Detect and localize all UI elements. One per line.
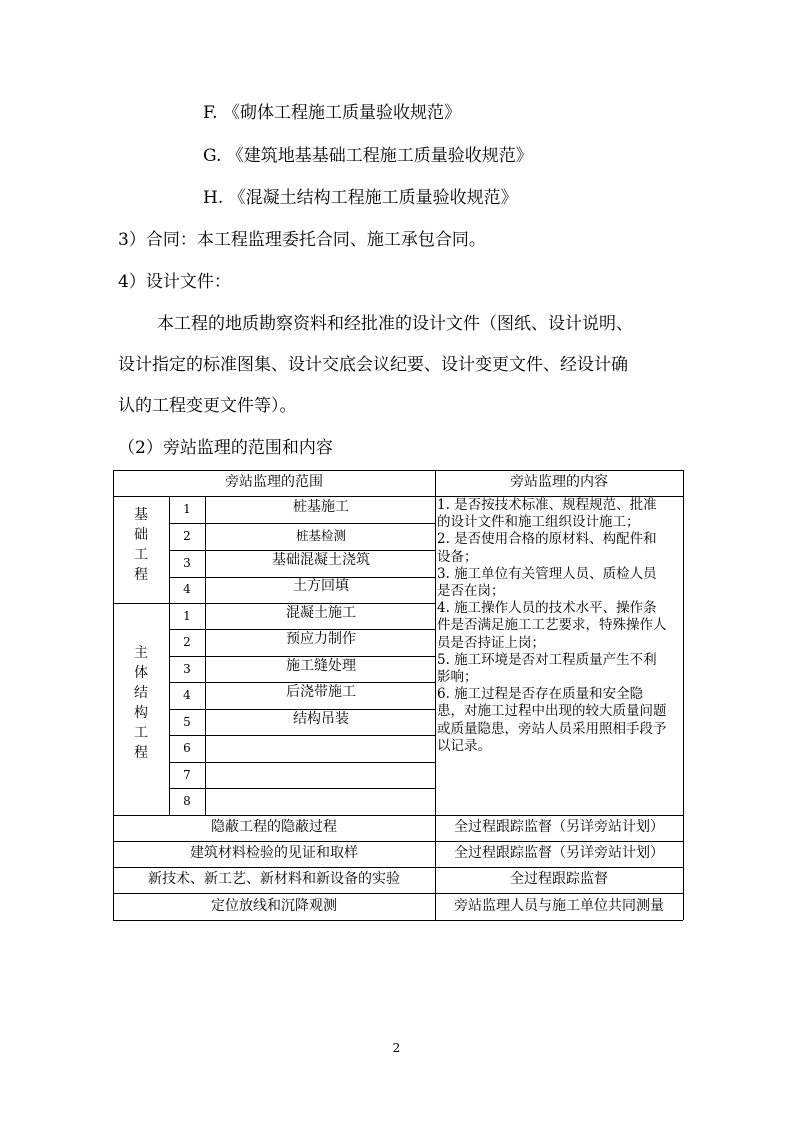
group2-label-char: 主 [134, 645, 148, 661]
scope-item: 施工缝处理 [286, 658, 356, 674]
scope-item: 桩基检测 [295, 528, 346, 543]
content-line: 的设计文件和施工组织设计施工； [437, 514, 640, 531]
scope-item: 结构吊装 [293, 711, 349, 727]
row-number: 4 [183, 688, 191, 702]
row-divider [169, 550, 435, 551]
bottom-content: 全过程跟踪监督（另详旁站计划） [454, 819, 664, 835]
table-border-bottom [113, 920, 683, 921]
content-line: 以记录。 [437, 737, 491, 754]
group1-label-char: 基 [134, 507, 148, 523]
supervision-table [113, 470, 683, 922]
bottom-content: 全过程跟踪监督（另详旁站计划） [454, 845, 664, 861]
content-line: 患，对施工过程中出现的较大质量问题 [437, 703, 667, 720]
content-line: 员是否持证上岗； [437, 634, 545, 651]
row-divider [169, 682, 435, 683]
content-line: 1. 是否按技术标准、规程规范、批准 [437, 497, 657, 513]
row-divider [113, 893, 683, 894]
group-bottom-divider [113, 815, 683, 816]
standard-item-h: H. 《混凝土结构工程施工质量验收规范》 [203, 188, 518, 208]
scope-item: 混凝土施工 [286, 605, 356, 621]
bottom-scope: 新技术、新工艺、新材料和新设备的实验 [148, 871, 400, 887]
row-number: 1 [183, 609, 191, 623]
supervision-content [437, 497, 685, 755]
row-number: 5 [183, 715, 191, 729]
content-line: 6. 施工过程是否存在质量和安全隐 [437, 686, 644, 703]
row-divider [169, 523, 435, 524]
content-line: 或质量隐患，旁站人员采用照相手段予 [437, 720, 667, 737]
standard-item-f: F. 《砌体工程施工质量验收规范》 [203, 103, 461, 123]
row-divider [169, 709, 435, 710]
bottom-content: 旁站监理人员与施工单位共同测量 [454, 898, 664, 914]
content-line: 4. 施工操作人员的技术水平、操作条 [437, 600, 657, 617]
design-docs-item: 4）设计文件： [118, 272, 231, 292]
standard-item-g: G. 《建筑地基基础工程施工质量验收规范》 [203, 146, 533, 166]
contract-item: 3）合同：本工程监理委托合同、施工承包合同。 [118, 230, 486, 250]
content-line: 设备； [437, 548, 478, 565]
group1-label-char: 础 [134, 527, 148, 543]
group2-label-char: 结 [134, 685, 148, 701]
header-content: 旁站监理的内容 [510, 474, 608, 490]
row-number: 3 [183, 662, 191, 676]
row-number: 6 [183, 741, 191, 755]
row-divider [169, 629, 435, 630]
content-line: 2. 是否使用合格的原材料、构配件和 [437, 531, 657, 548]
row-number: 7 [183, 768, 191, 782]
scope-item: 后浇带施工 [286, 684, 356, 700]
row-number: 8 [183, 794, 191, 808]
header-scope: 旁站监理的范围 [225, 474, 323, 490]
paragraph-line-2: 设计指定的标准图集、设计交底会议纪要、设计变更文件、经设计确 [118, 355, 628, 375]
row-divider [169, 788, 435, 789]
bottom-scope: 隐蔽工程的隐蔽过程 [211, 819, 337, 835]
row-number: 2 [183, 529, 191, 543]
bottom-scope: 定位放线和沉降观测 [211, 898, 337, 914]
row-divider [169, 656, 435, 657]
table-border-top [113, 470, 683, 471]
group-divider [113, 603, 435, 604]
row-divider [113, 841, 683, 842]
content-line: 影响； [437, 669, 478, 686]
group2-label-char: 体 [134, 665, 148, 681]
page-number: 2 [392, 1041, 401, 1055]
section-title: （2）旁站监理的范围和内容 [118, 438, 333, 458]
group2-label-char: 构 [134, 705, 148, 721]
content-line: 是否在岗； [437, 583, 505, 600]
paragraph-line-1: 本工程的地质勘察资料和经批准的设计文件（图纸、设计说明、 [157, 314, 633, 334]
row-divider [169, 762, 435, 763]
row-number: 3 [183, 556, 191, 570]
group2-label-char: 程 [134, 745, 148, 761]
paragraph-line-3: 认的工程变更文件等）。 [118, 396, 297, 416]
content-line: 3. 施工单位有关管理人员、质检人员 [437, 565, 657, 582]
scope-item: 土方回填 [293, 578, 349, 594]
scope-item: 基础混凝土浇筑 [272, 552, 370, 568]
group1-label-char: 程 [134, 567, 148, 583]
row-number: 4 [183, 582, 191, 596]
group1-label-char: 工 [134, 547, 148, 563]
scope-item: 桩基施工 [293, 499, 349, 515]
content-line: 5. 施工环境是否对工程质量产生不利 [437, 651, 657, 668]
bottom-scope: 建筑材料检验的见证和取样 [190, 845, 358, 861]
content-line: 件是否满足施工工艺要求，特殊操作人 [437, 617, 667, 634]
bottom-content: 全过程跟踪监督 [510, 871, 608, 887]
row-number: 2 [183, 635, 191, 649]
row-divider [169, 735, 435, 736]
scope-item: 预应力制作 [286, 631, 356, 647]
group2-label-char: 工 [134, 725, 148, 741]
row-number: 1 [183, 502, 191, 516]
row-divider [113, 867, 683, 868]
